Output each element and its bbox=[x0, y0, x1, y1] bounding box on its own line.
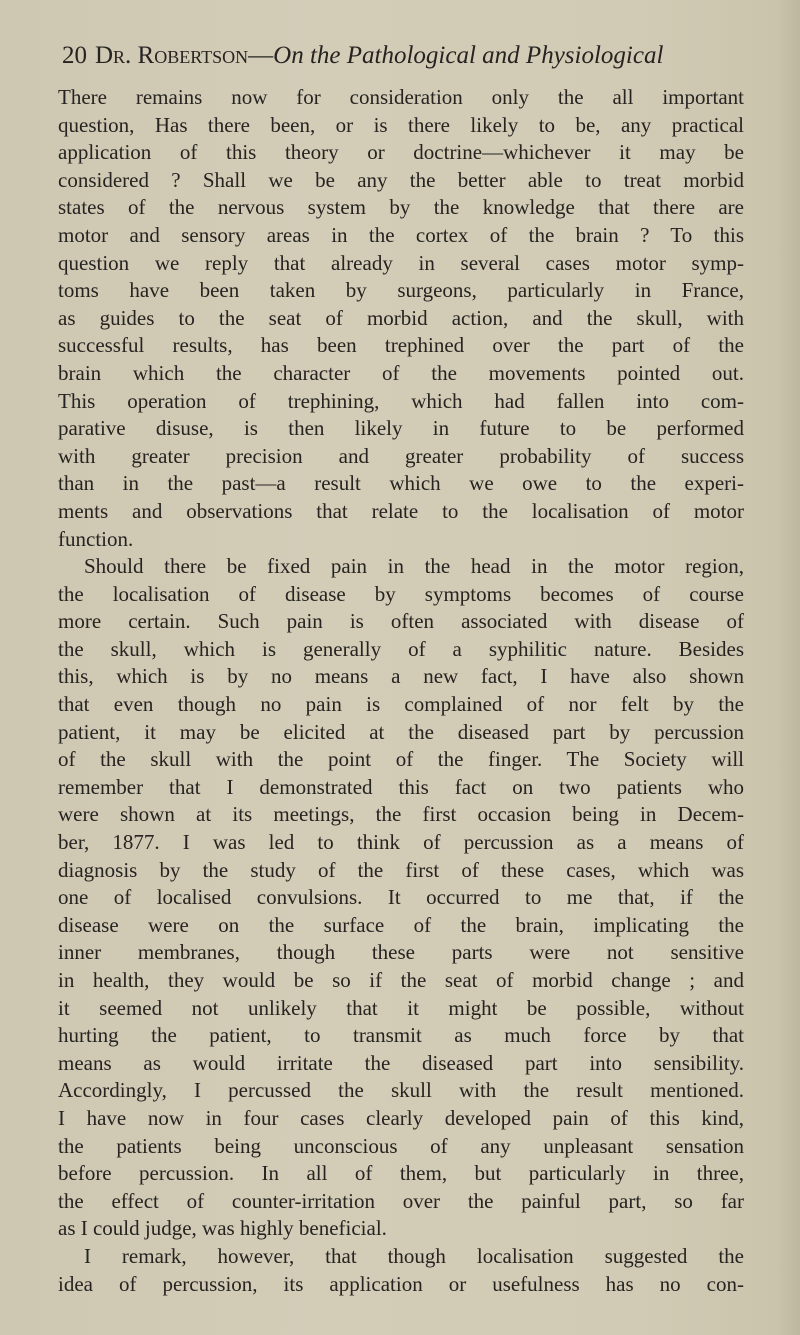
text-line: hurting the patient, to transmit as much force by that bbox=[58, 1023, 744, 1048]
text-line: question, Has there been, or is there likely to be, any practical bbox=[58, 112, 744, 137]
text-line: application of this theory or doctrine—whichever it may be bbox=[58, 140, 744, 165]
paragraph bbox=[58, 1243, 744, 1298]
text-line: function. bbox=[58, 526, 134, 551]
page-number: 20 bbox=[62, 42, 87, 69]
text-line: states of the nervous system by the knowledge that there are bbox=[58, 195, 744, 220]
text-line: it seemed not unlikely that it might be possible, without bbox=[58, 995, 744, 1020]
text-line: toms have been taken by surgeons, particularly in France, bbox=[58, 278, 744, 303]
text-line: considered ? Shall we be any the better able to treat morbid bbox=[58, 167, 744, 192]
text-line: this, which is by no means a new fact, I have also shown bbox=[58, 664, 744, 689]
text-line: I have now in four cases clearly developed pain of this kind, bbox=[58, 1105, 744, 1130]
text-line: more certain. Such pain is often associated with disease of bbox=[58, 609, 744, 634]
text-line: with greater precision and greater probability of success bbox=[58, 443, 744, 468]
text-line: in health, they would be so if the seat of morbid change ; and bbox=[58, 968, 744, 992]
text-line: remember that I demonstrated this fact on two patients who bbox=[58, 774, 744, 799]
text-line: brain which the character of the movements pointed out. bbox=[58, 360, 744, 385]
text-line: were shown at its meetings, the first occasion being in Decem- bbox=[58, 802, 744, 827]
text-line: as I could judge, was highly beneficial. bbox=[58, 1216, 387, 1241]
text-line: diagnosis by the study of the first of these cases, which was bbox=[58, 857, 744, 882]
text-line: of the skull with the point of the finger. The Society will bbox=[58, 747, 744, 772]
text-line: ber, 1877. I was led to think of percussion as a means of bbox=[58, 830, 744, 855]
text-line: This operation of trephining, which had fallen into com- bbox=[58, 388, 744, 413]
text-line: ments and observations that relate to the localisation of motor bbox=[58, 498, 744, 523]
text-line: Accordingly, I percussed the skull with the result mentioned. bbox=[58, 1078, 744, 1103]
body-text bbox=[58, 84, 744, 1298]
text-line: the effect of counter-irritation over the painful part, so far bbox=[58, 1188, 744, 1213]
text-line: question we reply that already in several cases motor symp- bbox=[58, 250, 744, 275]
running-head-title: On the Pathological and Physiological bbox=[273, 42, 664, 69]
text-line: the skull, which is generally of a syphilitic nature. Besides bbox=[58, 636, 744, 661]
page-edge-shadow bbox=[776, 0, 800, 1335]
text-line: successful results, has been trephined over the part of the bbox=[58, 333, 744, 358]
text-line: inner membranes, though these parts were not sensitive bbox=[58, 940, 744, 965]
text-line: Should there be fixed pain in the head in the motor region, bbox=[84, 554, 744, 579]
text-line: before percussion. In all of them, but particularly in three, bbox=[58, 1161, 744, 1186]
running-head-separator: — bbox=[248, 42, 274, 69]
text-line: I remark, however, that though localisation suggested the bbox=[84, 1243, 744, 1268]
text-line: idea of percussion, its application or usefulness has no con- bbox=[58, 1271, 744, 1296]
text-line: parative disuse, is then likely in future to be performed bbox=[58, 416, 744, 441]
text-line: motor and sensory areas in the cortex of the brain ? To this bbox=[58, 222, 744, 247]
text-line: than in the past—a result which we owe to the experi- bbox=[58, 471, 744, 496]
text-line: the patients being unconscious of any unpleasant sensation bbox=[58, 1133, 744, 1158]
text-line: patient, it may be elicited at the diseased part by percussion bbox=[58, 719, 744, 744]
paragraph bbox=[58, 84, 744, 553]
text-line: means as would irritate the diseased part into sensibility. bbox=[58, 1050, 744, 1075]
text-line: one of localised convulsions. It occurred to me that, if the bbox=[58, 885, 744, 910]
paragraph bbox=[58, 553, 744, 1243]
text-line: as guides to the seat of morbid action, and the skull, with bbox=[58, 305, 744, 330]
text-line: disease were on the surface of the brain, implicating the bbox=[58, 912, 744, 937]
text-line: the localisation of disease by symptoms becomes of course bbox=[58, 581, 744, 606]
text-line: There remains now for consideration only the all important bbox=[58, 85, 744, 109]
running-head bbox=[62, 38, 762, 74]
running-head-author: Dr. Robertson bbox=[95, 42, 249, 69]
text-line: that even though no pain is complained of nor felt by the bbox=[58, 692, 744, 717]
